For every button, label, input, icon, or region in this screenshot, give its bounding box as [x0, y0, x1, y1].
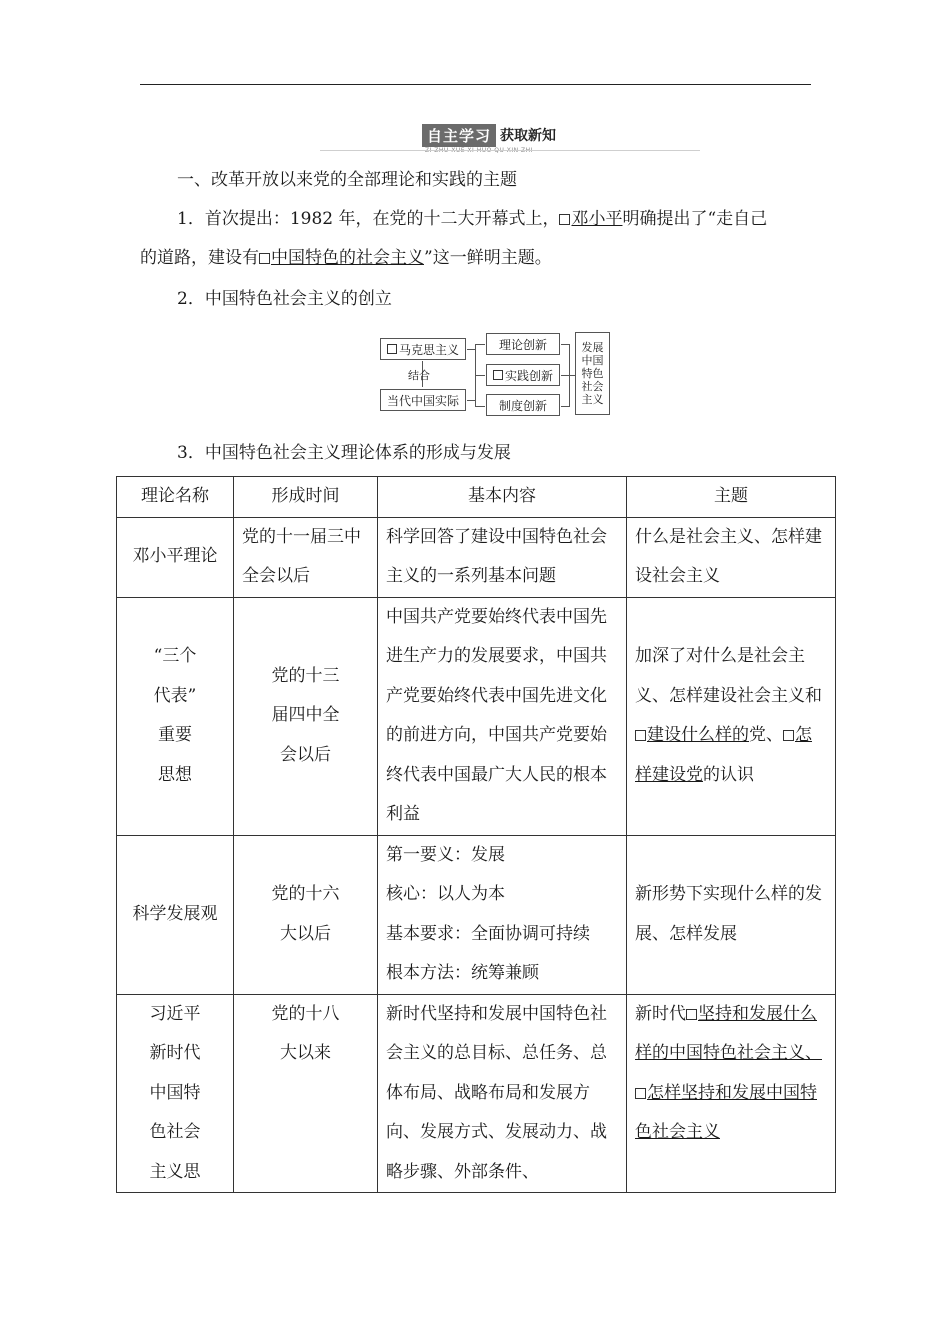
- top-rule: [140, 84, 811, 85]
- table-row: [117, 517, 836, 597]
- content-line: 基本要求：全面协调可持续: [386, 923, 590, 944]
- cell-name: 邓小平理论: [117, 517, 234, 597]
- fill-text: 邓小平: [571, 209, 623, 229]
- text-run: 明确提出了“走自己: [622, 209, 768, 229]
- text-run: 1．首次提出：1982 年，在党的十二大开幕式上，: [177, 209, 560, 229]
- banner-subtitle: 获取新知: [500, 128, 557, 144]
- practice-label: 实践创新: [504, 368, 553, 383]
- cell-theme: [627, 597, 836, 835]
- cell-theme: 新形势下实现什么样的发展、怎样发展: [627, 835, 836, 994]
- cell-theme: [627, 994, 836, 1193]
- blank-box-icon: [635, 730, 646, 741]
- banner-divider: [320, 150, 700, 151]
- fill-text: 怎样建设党: [635, 725, 812, 785]
- cell-content: 科学回答了建设中国特色社会主义的一系列基本问题: [378, 517, 627, 597]
- cell-name: 科学发展观: [117, 835, 234, 994]
- section-heading: 一、改革开放以来党的全部理论和实践的主题: [177, 170, 517, 190]
- cell-time: 党的十八 大以来: [234, 994, 378, 1193]
- connector-line: [475, 406, 485, 407]
- table-row: [117, 835, 836, 994]
- blank-box-icon: [635, 1088, 646, 1099]
- column-header: 形成时间: [234, 477, 378, 518]
- text-run: ”这一鲜明主题。: [424, 248, 552, 268]
- connector-line: [467, 400, 475, 401]
- content-line: 根本方法：统筹兼顾: [386, 963, 539, 983]
- connector-line: [475, 375, 485, 376]
- cell-content: 中国共产党要始终代表中国先进生产力的发展要求，中国共产党要始终代表中国先进文化的前进方向，中国共产党要始终代表中国最广大人民的根本利益: [378, 597, 627, 835]
- fill-blank: [635, 725, 749, 745]
- subsection-heading: 2．中国特色社会主义的创立: [177, 289, 392, 309]
- connector-line: [561, 344, 569, 345]
- cell-content: [378, 835, 627, 994]
- paragraph-line: [140, 245, 552, 271]
- paragraph-line: [177, 206, 767, 232]
- system-label: 制度创新: [498, 398, 547, 413]
- text-run: 的道路，建设有: [140, 248, 259, 268]
- connector-line: [467, 349, 475, 350]
- cell-theme: 什么是社会主义、怎样建设社会主义: [627, 517, 836, 597]
- text-run: 的认识: [703, 764, 754, 785]
- reality-box: [380, 389, 466, 411]
- theory-table: [116, 476, 836, 1193]
- banner-pinyin: ZI ZHU XUE XI HUO QU XIN ZHI: [425, 147, 533, 154]
- fill-blank: [635, 1083, 817, 1143]
- marxism-box: [380, 338, 466, 360]
- cell-name: 习近平 新时代 中国特 色社会 主义思: [117, 994, 234, 1193]
- combine-label: 结合: [408, 369, 430, 382]
- fill-blank: [259, 248, 424, 268]
- text-run: 党、: [749, 725, 783, 745]
- theory-box: [486, 333, 560, 355]
- blank-box-icon: [387, 344, 397, 354]
- connector-line: [561, 406, 569, 407]
- content-line: 第一要义：发展: [386, 844, 505, 865]
- cell-content: 新时代坚持和发展中国特色社会主义的总目标、总任务、总体布局、战略布局和发展方向、发展方式、发展动力、战略步骤、外部条件、: [378, 994, 627, 1193]
- column-header: 理论名称: [117, 477, 234, 518]
- section-banner: [422, 124, 556, 146]
- table-row: [117, 994, 836, 1193]
- fill-text: 怎样坚持和发展中国特色社会主义: [635, 1082, 817, 1142]
- fill-text: 建设什么样的: [647, 725, 749, 745]
- result-box: 发展 中国 特色 社会 主义: [575, 332, 610, 415]
- banner-label: 自主学习: [422, 124, 496, 147]
- reality-label: 当代中国实际: [386, 393, 459, 408]
- cell-time: 党的十三 届四中全 会以后: [234, 597, 378, 835]
- text-run: 、: [805, 1043, 822, 1063]
- fill-text: 坚持和发展什么样的中国特色社会主义: [635, 1003, 817, 1063]
- marxism-label: 马克思主义: [398, 342, 459, 357]
- subsection-heading: 3．中国特色社会主义理论体系的形成与发展: [177, 443, 511, 463]
- blank-box-icon: [783, 730, 794, 741]
- system-box: [486, 394, 560, 416]
- text-run: 新时代: [635, 1003, 686, 1024]
- fill-blank: [559, 209, 622, 229]
- cell-name: “三个 代表” 重要 思想: [117, 597, 234, 835]
- table-header-row: [117, 477, 836, 518]
- practice-box: [486, 364, 560, 386]
- blank-box-icon: [686, 1009, 697, 1020]
- cell-time: 党的十一届三中全会以后: [234, 517, 378, 597]
- blank-box-icon: [559, 214, 570, 225]
- formation-diagram: [378, 330, 614, 418]
- theory-label: 理论创新: [498, 337, 547, 352]
- text-run: 加深了对什么是社会主义、怎样建设社会主义和: [635, 646, 822, 706]
- content-line: 核心：以人为本: [386, 884, 505, 904]
- cell-time: 党的十六 大以后: [234, 835, 378, 994]
- column-header: 主题: [627, 477, 836, 518]
- blank-box-icon: [493, 370, 503, 380]
- column-header: 基本内容: [378, 477, 627, 518]
- connector-line: [475, 344, 485, 345]
- connector-line: [561, 375, 569, 376]
- blank-box-icon: [259, 253, 270, 264]
- fill-text: 中国特色的社会主义: [271, 248, 424, 268]
- table-row: [117, 597, 836, 835]
